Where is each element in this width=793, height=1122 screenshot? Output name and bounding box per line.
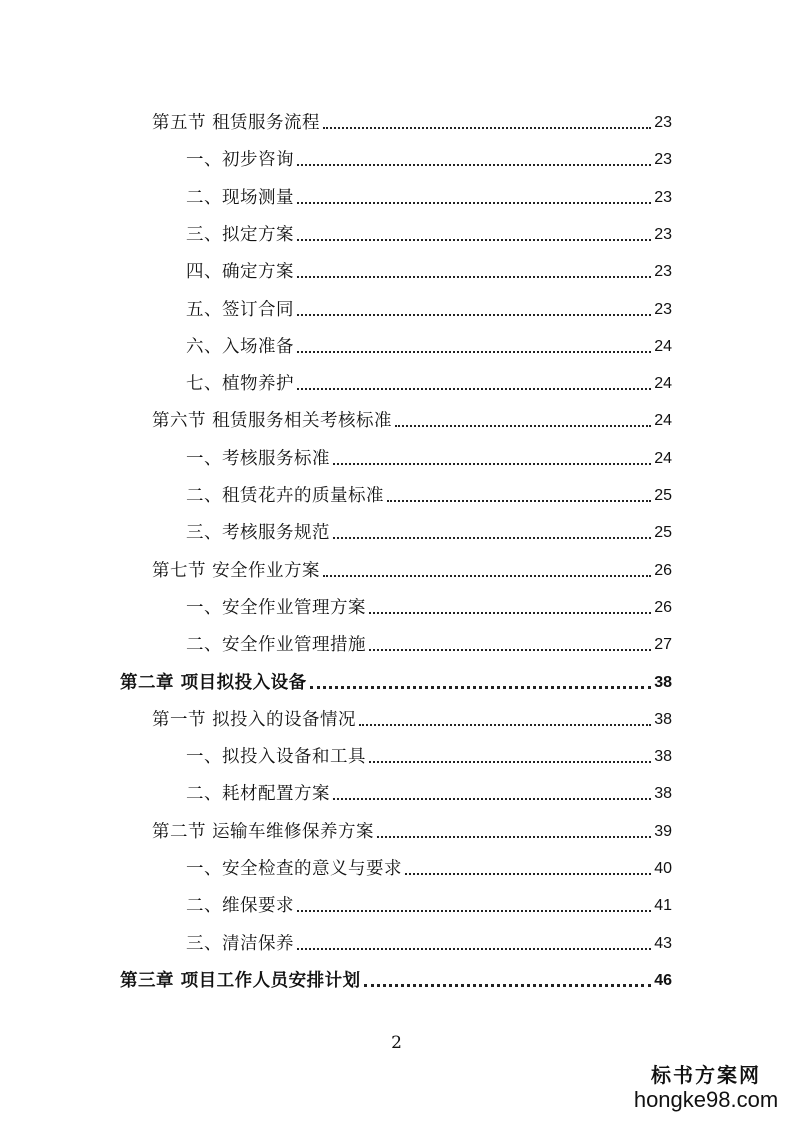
toc-entry-label: 二、现场测量 xyxy=(186,188,294,208)
toc-dot-leader xyxy=(395,425,651,427)
toc-entry[interactable] xyxy=(152,106,672,134)
toc-dot-leader xyxy=(369,761,651,763)
toc-entry-label: 一、安全检查的意义与要求 xyxy=(186,859,402,879)
toc-dot-leader xyxy=(364,984,652,987)
toc-dot-leader xyxy=(297,202,651,204)
toc-entry-label: 一、考核服务标准 xyxy=(186,449,330,469)
toc-entry-page: 43 xyxy=(654,935,672,952)
toc-entry[interactable] xyxy=(186,181,672,209)
toc-entry-page: 38 xyxy=(654,785,672,802)
toc-entry[interactable] xyxy=(186,293,672,321)
toc-entry[interactable] xyxy=(152,554,672,582)
toc-entry[interactable] xyxy=(186,927,672,955)
toc-dot-leader xyxy=(297,910,651,912)
toc-dot-leader xyxy=(323,127,651,129)
toc-entry-label: 四、确定方案 xyxy=(186,262,294,282)
toc-entry-page: 39 xyxy=(654,823,672,840)
toc-entry-page: 38 xyxy=(654,674,672,691)
toc-dot-leader xyxy=(297,351,651,353)
toc-entry[interactable] xyxy=(120,666,672,694)
toc-entry[interactable] xyxy=(186,442,672,470)
toc-entry-page: 23 xyxy=(654,114,672,131)
toc-entry-page: 26 xyxy=(654,599,672,616)
toc-dot-leader xyxy=(297,314,651,316)
toc-dot-leader xyxy=(369,612,651,614)
toc-entry[interactable] xyxy=(186,255,672,283)
toc-entry-page: 23 xyxy=(654,263,672,280)
toc-entry-page: 40 xyxy=(654,860,672,877)
toc-dot-leader xyxy=(297,948,651,950)
toc-dot-leader xyxy=(333,463,651,465)
toc-entry[interactable] xyxy=(186,740,672,768)
toc-entry-label: 一、拟投入设备和工具 xyxy=(186,747,366,767)
toc-dot-leader xyxy=(333,537,651,539)
page-number: 2 xyxy=(391,1033,402,1053)
toc-entry-label: 第六节 租赁服务相关考核标准 xyxy=(152,411,393,431)
toc-dot-leader xyxy=(405,873,651,875)
toc-entry-page: 38 xyxy=(654,748,672,765)
toc-entry-label: 第二章 项目拟投入设备 xyxy=(120,673,307,693)
toc-entry-label: 七、植物养护 xyxy=(186,374,294,394)
toc-entry-label: 第五节 租赁服务流程 xyxy=(152,113,321,133)
toc-entry-page: 23 xyxy=(654,301,672,318)
toc-entry-page: 23 xyxy=(654,151,672,168)
toc-entry-page: 24 xyxy=(654,412,672,429)
toc-dot-leader xyxy=(369,649,651,651)
toc-dot-leader xyxy=(359,724,651,726)
toc-entry-label: 二、安全作业管理措施 xyxy=(186,635,366,655)
toc-entry[interactable] xyxy=(186,852,672,880)
toc-dot-leader xyxy=(297,276,651,278)
toc-dot-leader xyxy=(310,686,652,689)
toc-entry-page: 24 xyxy=(654,375,672,392)
toc-entry-label: 二、维保要求 xyxy=(186,896,294,916)
watermark-url: hongke98.com xyxy=(633,1086,779,1112)
toc-entry[interactable] xyxy=(152,703,672,731)
toc-entry-label: 二、耗材配置方案 xyxy=(186,784,330,804)
toc-entry-label: 第三章 项目工作人员安排计划 xyxy=(120,971,361,991)
toc-entry-page: 26 xyxy=(654,562,672,579)
toc-entry-page: 27 xyxy=(654,636,672,653)
toc-entry-page: 24 xyxy=(654,338,672,355)
toc-entry-label: 五、签订合同 xyxy=(186,300,294,320)
toc-entry-label: 三、清洁保养 xyxy=(186,934,294,954)
toc-dot-leader xyxy=(323,575,651,577)
toc-entry-page: 24 xyxy=(654,450,672,467)
toc-entry-label: 三、拟定方案 xyxy=(186,225,294,245)
toc-entry-label: 三、考核服务规范 xyxy=(186,523,330,543)
toc-entry-page: 38 xyxy=(654,711,672,728)
toc-entry[interactable] xyxy=(186,330,672,358)
toc-entry-page: 23 xyxy=(654,226,672,243)
toc-entry-page: 25 xyxy=(654,524,672,541)
toc-entry[interactable] xyxy=(186,516,672,544)
toc-entry-label: 第七节 安全作业方案 xyxy=(152,561,321,581)
toc-dot-leader xyxy=(333,798,651,800)
toc-entry-page: 41 xyxy=(654,897,672,914)
toc-entry-page: 46 xyxy=(654,972,672,989)
toc-entry[interactable] xyxy=(186,628,672,656)
toc-entry-label: 一、初步咨询 xyxy=(186,150,294,170)
toc-entry[interactable] xyxy=(152,815,672,843)
toc-entry-label: 第一节 拟投入的设备情况 xyxy=(152,710,357,730)
toc-entry-label: 第二节 运输车维修保养方案 xyxy=(152,822,375,842)
toc-entry-page: 25 xyxy=(654,487,672,504)
toc-entry[interactable] xyxy=(186,889,672,917)
toc-entry-label: 一、安全作业管理方案 xyxy=(186,598,366,618)
toc-dot-leader xyxy=(377,836,651,838)
watermark-chinese: 标书方案网 xyxy=(651,1062,761,1087)
toc-entry[interactable] xyxy=(186,479,672,507)
toc-dot-leader xyxy=(297,239,651,241)
toc-entry[interactable] xyxy=(186,143,672,171)
toc-dot-leader xyxy=(297,164,651,166)
toc-dot-leader xyxy=(387,500,651,502)
toc-entry-label: 二、租赁花卉的质量标准 xyxy=(186,486,384,506)
toc-entry[interactable] xyxy=(120,964,672,992)
toc-entry-label: 六、入场准备 xyxy=(186,337,294,357)
toc-dot-leader xyxy=(297,388,651,390)
toc-entry[interactable] xyxy=(186,777,672,805)
toc-entry[interactable] xyxy=(186,218,672,246)
toc-entry[interactable] xyxy=(152,404,672,432)
toc-entry[interactable] xyxy=(186,367,672,395)
toc-entry-page: 23 xyxy=(654,189,672,206)
toc-entry[interactable] xyxy=(186,591,672,619)
watermark xyxy=(631,1064,781,1112)
